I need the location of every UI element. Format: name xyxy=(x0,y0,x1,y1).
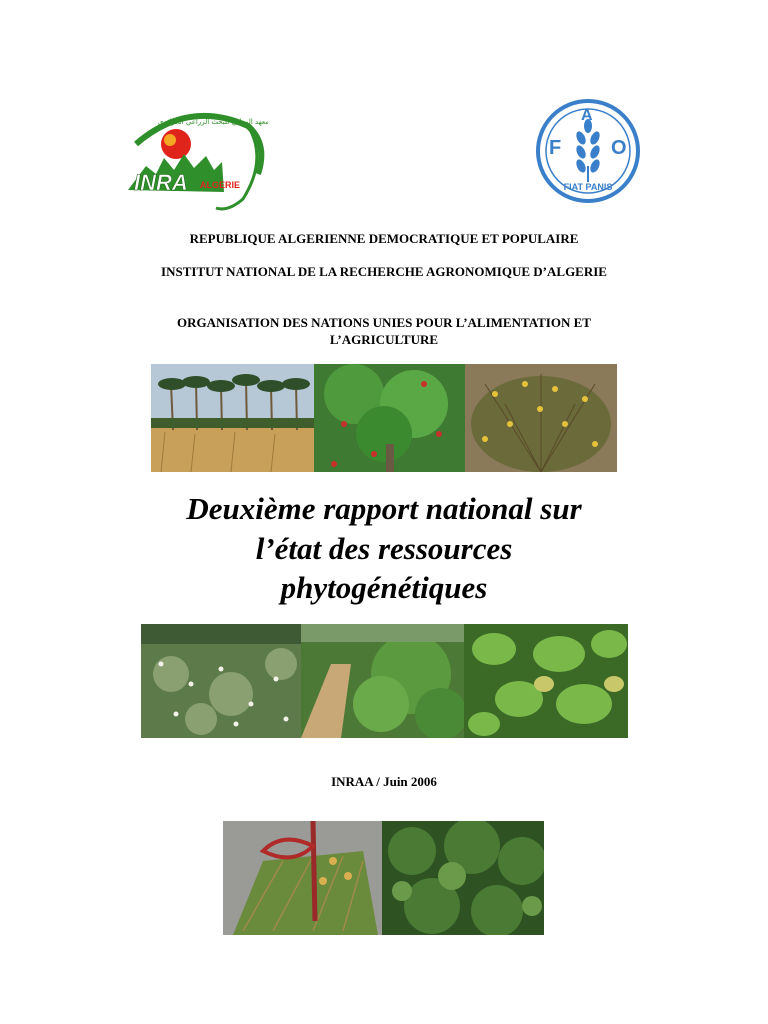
header-republic: REPUBLIQUE ALGERIENNE DEMOCRATIQUE ET POPULAIRE xyxy=(189,231,579,246)
fao-letter-o: O xyxy=(611,137,627,159)
inra-logo-subtext: ALGERIE xyxy=(200,180,241,190)
inra-logo xyxy=(118,104,268,214)
inra-arabic-text: المعهد الوطني للبحث الزراعي الجزائري xyxy=(158,118,268,126)
header-fao-line1: ORGANISATION DES NATIONS UNIES POUR L’ALIMENTATION ET xyxy=(177,315,591,330)
photo-yellow-shrub xyxy=(465,364,617,472)
fao-letter-a: A xyxy=(581,107,593,124)
photo-white-flower-groundcover xyxy=(141,624,301,738)
photo-fruit-tree xyxy=(314,364,465,472)
photo-harvested-bundle xyxy=(223,821,382,935)
header-institute: INSTITUT NATIONAL DE LA RECHERCHE AGRONOMIQUE D’ALGERIE xyxy=(161,264,607,279)
fao-letter-f: F xyxy=(549,137,562,159)
credit-line: INRAA / Juin 2006 xyxy=(331,774,437,789)
photo-fig-tree-path xyxy=(301,624,464,738)
fao-motto: FIAT PANIS xyxy=(563,182,613,192)
photo-green-leaves xyxy=(464,624,628,738)
title-line1: Deuxième rapport national sur xyxy=(186,491,582,526)
photo-dense-shrub xyxy=(382,821,544,935)
inra-logo-text: INRA xyxy=(134,170,188,195)
title-line3: phytogénétiques xyxy=(280,570,488,605)
photo-palm-grove xyxy=(151,364,314,472)
fao-logo xyxy=(533,96,643,206)
header-fao-line2: L’AGRICULTURE xyxy=(329,332,439,347)
title-line2: l’état des ressources xyxy=(255,531,513,566)
